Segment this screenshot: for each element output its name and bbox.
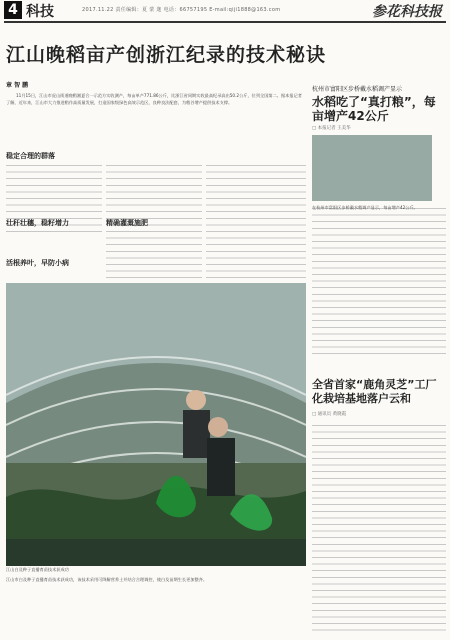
page-header [0, 0, 450, 20]
photo-caption: 江山白及种子直播育苗技术获成功 [6, 567, 69, 572]
sidebar-photo [312, 135, 432, 201]
newspaper-masthead: 参花科技报 [372, 4, 442, 20]
sidebar-title: 水稻吃了“真打粮”，每亩增产42公斤 [312, 95, 436, 123]
sidebar-kicker: 杭州市富阳区步桥戴水稻调产显示 [312, 86, 403, 93]
section-title: 科技 [26, 4, 54, 20]
main-lead: 11月15日，江山市虎山街道晚稻湘夏合一示范方实收测产，每亩单产771.86公斤，比浙江省同期实收最高纪录高出50.2公斤，位列全国第二。据本报记者了解，近年来，江山市大力推进稻作高质量发展，打造国家级绿色高效示范区，良种良法配套，为稻谷增产提供技术支撑。 [6, 93, 302, 105]
main-subhead-4: 精确灌溉施肥 [106, 219, 148, 227]
main-column-3 [206, 162, 306, 280]
news-photo [6, 283, 306, 566]
sidebar-author: □ 本报记者 王美华 [312, 126, 351, 131]
sidebar-body: 在杭州市富阳区步桥戴水稻调产显示，每亩增产42公斤。 [312, 205, 446, 355]
main-subhead-1: 稳定合理的群落 [6, 152, 55, 160]
main-headline: 江山晚稻亩产创浙江纪录的技术秘诀 [6, 44, 327, 66]
page-number: 4 [4, 1, 22, 19]
main-subhead-2: 壮秆壮穗，稳籽增力 [6, 219, 69, 227]
page-meta: 2017.11.22 责任编辑：夏 蒙 迦 电话：66757195 E-mail:qiji1888@163.com [82, 7, 281, 13]
main-byline: 章 智 鹏 [6, 82, 29, 89]
right-sidebar [312, 84, 446, 355]
second-headline: 全省首家“鹿角灵芝”工厂化栽培基地落户云和 [312, 378, 437, 405]
second-author: □ 通讯员 黄晓霞 [312, 412, 347, 417]
photo-caption-text: 江山市白及种子直播育苗技术获成功，该技术采用可降解营养土并结合合理调控，使白及苗期生长更加整齐。 [6, 577, 208, 582]
header-rule [4, 21, 446, 23]
greenhouse-photo-illustration [6, 283, 306, 566]
second-body [312, 422, 446, 636]
main-subhead-3: 活根养叶，早防小病 [6, 259, 69, 267]
